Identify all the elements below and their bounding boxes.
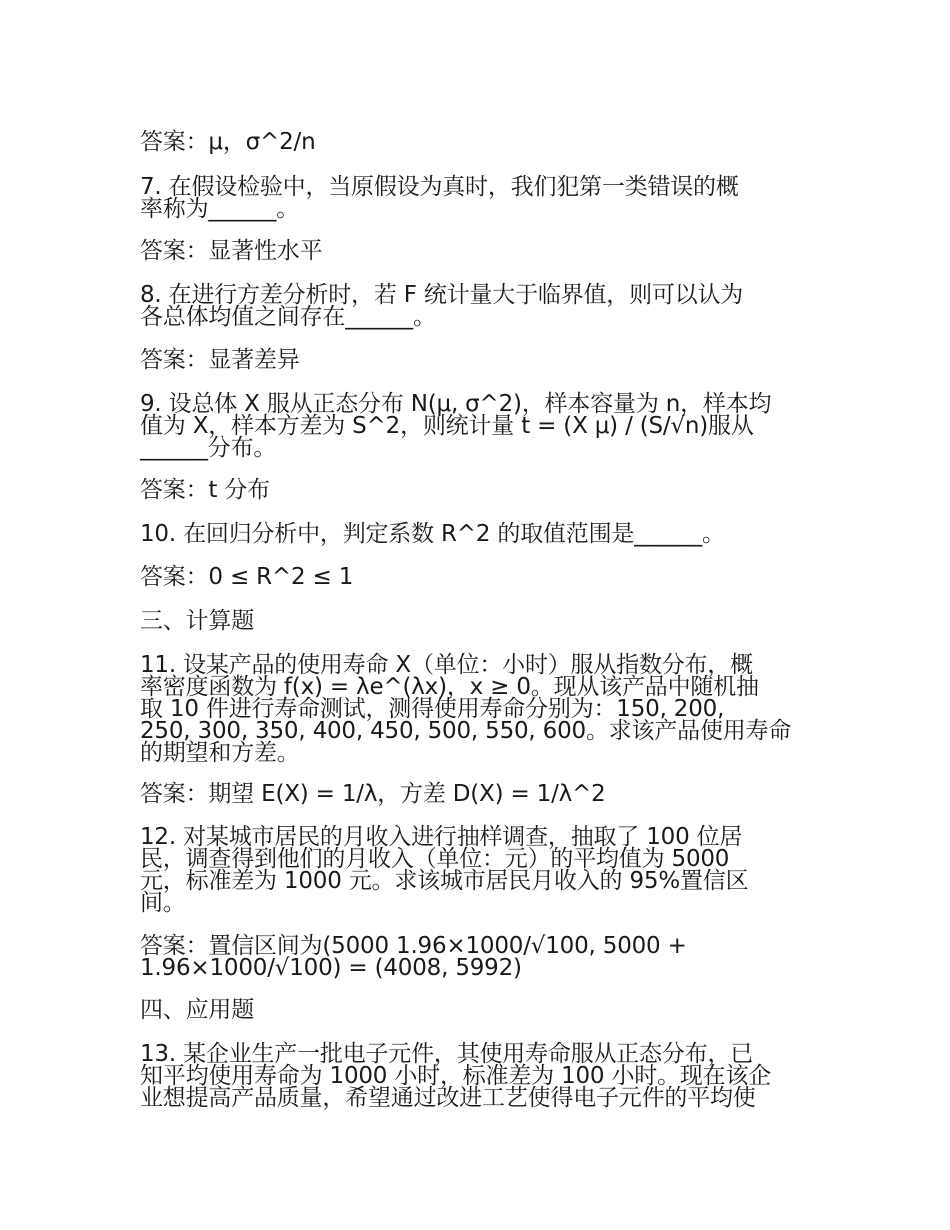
- question-9: [140, 393, 820, 459]
- question-line: 率密度函数为 f(x) = λe^(λx)，x ≥ 0。现从该产品中随机抽: [140, 674, 759, 700]
- question-11: [140, 654, 820, 764]
- section-title: 四、应用题: [140, 997, 255, 1023]
- question-line: 业想提高产品质量，希望通过改进工艺使得电子元件的平均使: [140, 1085, 756, 1111]
- answer-8: [140, 346, 820, 373]
- answer-6: [140, 128, 820, 155]
- answer-12: [140, 935, 820, 979]
- question-line: 间。: [140, 890, 186, 916]
- answer-7: [140, 237, 820, 264]
- question-line: 8. 在进行方差分析时，若 F 统计量大于临界值，则可以认为: [140, 282, 744, 308]
- answer-line: 答案：期望 E(X) = 1/λ，方差 D(X) = 1/λ^2: [140, 781, 606, 807]
- question-line: 元，标准差为 1000 元。求该城市居民月收入的 95%置信区: [140, 868, 749, 894]
- question-line: 9. 设总体 X 服从正态分布 N(μ, σ^2)，样本容量为 n，样本均: [140, 391, 772, 417]
- answer-line: 答案：置信区间为(5000 1.96×1000/√100, 5000 +: [140, 933, 687, 959]
- question-8: [140, 284, 820, 328]
- question-7: [140, 176, 820, 220]
- answer-line: 答案：显著性水平: [140, 238, 323, 264]
- question-line: 250, 300, 350, 400, 450, 500, 550, 600。求该产品使用寿命: [140, 718, 792, 744]
- answer-11: [140, 780, 820, 807]
- question-12: [140, 826, 820, 914]
- question-10: [140, 520, 820, 547]
- answer-line: 答案：μ，σ^2/n: [140, 129, 316, 155]
- answer-line: 答案：t 分布: [140, 477, 270, 503]
- section-heading-calculation: [140, 607, 820, 634]
- section-heading-application: [140, 996, 820, 1023]
- question-line: 率称为______。: [140, 196, 300, 222]
- answer-line: 1.96×1000/√100) = (4008, 5992): [140, 955, 522, 981]
- question-line: 民，调查得到他们的月收入（单位：元）的平均值为 5000: [140, 846, 730, 872]
- answer-line: 答案：显著差异: [140, 347, 300, 373]
- question-13: [140, 1043, 820, 1109]
- question-line: 各总体均值之间存在______。: [140, 304, 436, 330]
- question-line: 11. 设某产品的使用寿命 X（单位：小时）服从指数分布，概: [140, 652, 753, 678]
- question-line: 值为 X，样本方差为 S^2，则统计量 t = (X μ) / (S/√n)服从: [140, 413, 754, 439]
- section-title: 三、计算题: [140, 608, 255, 634]
- question-line: 13. 某企业生产一批电子元件，其使用寿命服从正态分布，已: [140, 1041, 754, 1067]
- question-line: 12. 对某城市居民的月收入进行抽样调查，抽取了 100 位居: [140, 824, 743, 850]
- question-line: 知平均使用寿命为 1000 小时，标准差为 100 小时。现在该企: [140, 1063, 772, 1089]
- answer-9: [140, 476, 820, 503]
- answer-line: 答案：0 ≤ R^2 ≤ 1: [140, 564, 354, 590]
- question-line: ______分布。: [140, 435, 277, 461]
- question-line: 10. 在回归分析中，判定系数 R^2 的取值范围是______。: [140, 521, 725, 547]
- question-line: 的期望和方差。: [140, 740, 300, 766]
- answer-10: [140, 563, 820, 590]
- question-line: 取 10 件进行寿命测试，测得使用寿命分别为：150, 200,: [140, 696, 725, 722]
- question-line: 7. 在假设检验中，当原假设为真时，我们犯第一类错误的概: [140, 174, 739, 200]
